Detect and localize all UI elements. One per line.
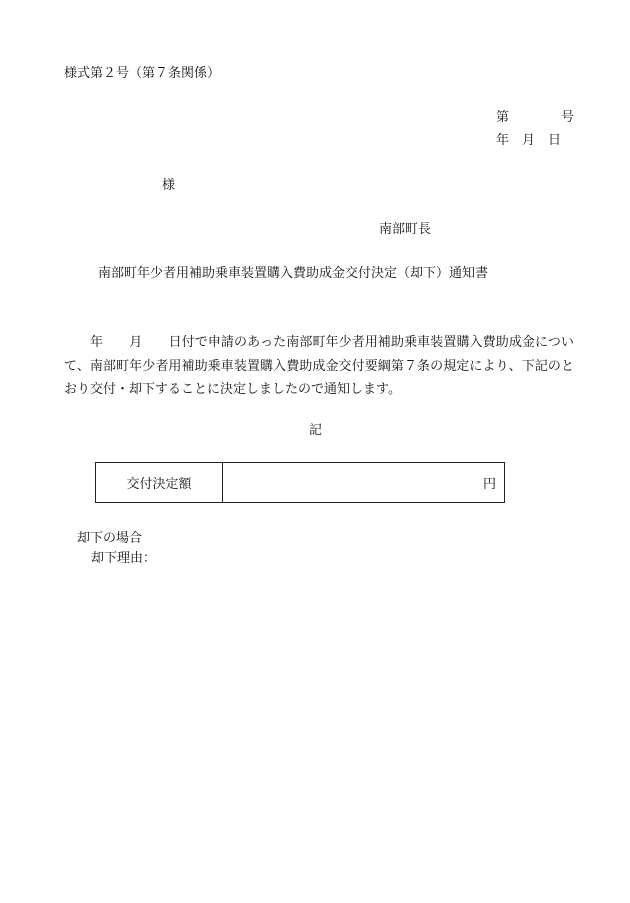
amount-value-cell: [223, 463, 504, 502]
body-text-content: 日付で申請のあった南部町年少者用補助乗車装置購入費助成金について、南部町年少者用補助乗車装置購入費助成金交付要綱第７条の規定により、下記のとおり交付・却下することに決定しましたので通知します。: [64, 335, 574, 397]
sender: 南部町長: [379, 222, 432, 237]
amount-label: 交付決定額: [96, 463, 223, 502]
issue-number-suffix: 号: [561, 110, 575, 125]
issue-date-year: 年: [496, 133, 510, 148]
rejection-reason-label: 却下理由：: [91, 551, 157, 566]
amount-table: [95, 462, 505, 503]
document-title: 南部町年少者用補助乗車装置購入費助成金交付決定（却下）通知書: [98, 266, 489, 281]
issue-date-day: 日: [548, 133, 562, 148]
form-number: 様式第２号（第７条関係）: [64, 66, 221, 81]
body-date-month: 月: [129, 335, 143, 350]
body-date-year: 年: [90, 335, 104, 350]
section-heading-ki: 記: [309, 423, 323, 438]
issue-number-prefix: 第: [496, 110, 510, 125]
rejection-heading: 却下の場合: [77, 531, 143, 546]
issue-date: [496, 133, 561, 149]
recipient-honorific: 様: [162, 178, 176, 193]
amount-unit: 円: [482, 477, 496, 492]
issue-date-month: 月: [522, 133, 536, 148]
issue-number: [496, 110, 574, 126]
body-text: [64, 331, 574, 402]
